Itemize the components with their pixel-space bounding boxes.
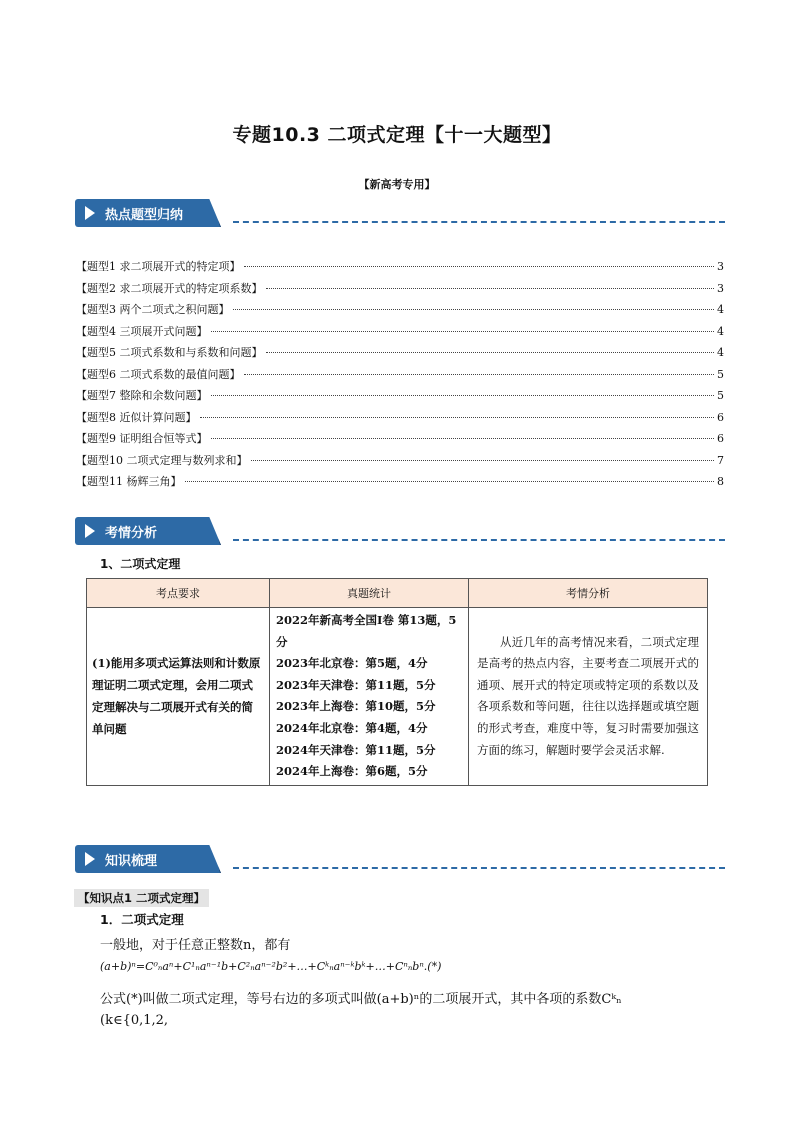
toc-leader	[266, 352, 715, 353]
toc-leader	[211, 438, 715, 439]
toc-item[interactable]	[76, 323, 724, 345]
toc-leader	[211, 331, 715, 332]
toc-page: 8	[717, 475, 724, 488]
toc-item[interactable]	[76, 258, 724, 280]
toc-page: 4	[717, 324, 724, 338]
toc-leader	[211, 395, 715, 396]
table-header-row	[87, 579, 708, 608]
banner-knowledge	[75, 845, 725, 877]
toc-page: 7	[717, 453, 724, 467]
analysis-cell: 从近几年的高考情况来看，二项式定理是高考的热点内容，主要考查二项展开式的通项、展开式的特定项或特定项的系数以及各项系数和等问题，往往以选择题或填空题的形式考查，难度中等，复习时需要加强这方面的练习，解题时要学会灵活求解.	[469, 608, 708, 786]
table-row	[87, 608, 708, 786]
toc-item[interactable]	[76, 344, 724, 366]
toc-label: 【题型3 两个二项式之积问题】	[76, 303, 230, 316]
knowledge-point-tag: 【知识点1 二项式定理】	[74, 889, 209, 907]
toc-page: 5	[717, 389, 724, 402]
toc-item[interactable]	[76, 366, 724, 388]
statistics-cell	[270, 608, 469, 786]
toc-page: 4	[717, 303, 724, 316]
toc-page: 3	[717, 260, 724, 273]
toc-label: 【题型1 求二项展开式的特定项】	[76, 260, 241, 273]
header-statistics: 真题统计	[270, 579, 469, 608]
toc-label: 【题型5 二项式系数和与系数和问题】	[76, 346, 263, 359]
document-title: 专题10.3 二项式定理【十一大题型】	[232, 124, 562, 146]
toc-item[interactable]	[76, 280, 724, 302]
banner-dashed-line	[233, 539, 725, 541]
toc-label: 【题型4 三项展开式问题】	[76, 324, 208, 338]
toc-item[interactable]	[76, 452, 724, 474]
banner-label: 考情分析	[105, 526, 158, 541]
header-analysis: 考情分析	[469, 579, 708, 608]
toc-page: 6	[717, 410, 724, 424]
toc-item[interactable]	[76, 409, 724, 431]
toc-leader	[251, 460, 715, 461]
toc-label: 【题型10 二项式定理与数列求和】	[76, 453, 248, 467]
section-heading: 1、二项式定理	[100, 557, 181, 571]
knowledge-text: 一般地，对于任意正整数n，都有	[100, 938, 291, 953]
stat-item: 2024年上海卷：第6题，5分	[276, 764, 428, 779]
knowledge-subheading: 1．二项式定理	[100, 912, 184, 927]
stat-item: 2022年新高考全国I卷 第13题，5分	[276, 613, 457, 649]
toc-leader	[185, 481, 715, 482]
banner-exam-analysis	[75, 517, 725, 549]
toc-page: 3	[717, 281, 724, 295]
table-of-contents	[76, 258, 724, 495]
knowledge-text: (k∈{0,1,2,	[100, 1013, 169, 1028]
toc-leader	[200, 417, 715, 418]
stat-item: 2023年天津卷：第11题，5分	[276, 677, 436, 692]
header-requirement: 考点要求	[87, 579, 270, 608]
binomial-formula: (a+b)ⁿ=C⁰ₙaⁿ+C¹ₙaⁿ⁻¹b+C²ₙaⁿ⁻²b²+…+Cᵏₙaⁿ⁻ᵏbᵏ+…+Cⁿₙbⁿ.(*)	[100, 960, 442, 973]
toc-item[interactable]	[76, 430, 724, 452]
document-subtitle: 【新高考专用】	[358, 178, 436, 191]
toc-leader	[233, 309, 715, 310]
toc-leader	[244, 374, 715, 375]
toc-page: 4	[717, 346, 724, 359]
toc-label: 【题型9 证明组合恒等式】	[76, 432, 208, 445]
play-arrow-icon	[85, 852, 95, 866]
exam-analysis-table	[86, 578, 708, 786]
toc-leader	[266, 288, 715, 289]
requirement-cell: (1)能用多项式运算法则和计数原理证明二项式定理，会用二项式定理解决与二项展开式有关的简单问题	[87, 608, 270, 786]
banner-label: 知识梳理	[105, 854, 158, 869]
toc-page: 6	[717, 432, 724, 445]
toc-item[interactable]	[76, 301, 724, 323]
toc-label: 【题型11 杨辉三角】	[76, 475, 182, 488]
stat-item: 2023年北京卷：第5题，4分	[276, 656, 428, 671]
stat-item: 2024年北京卷：第4题，4分	[276, 720, 428, 735]
banner-label: 热点题型归纳	[105, 208, 184, 223]
toc-page: 5	[717, 367, 724, 381]
knowledge-text: 公式(*)叫做二项式定理，等号右边的多项式叫做(a+b)ⁿ的二项展开式，其中各项的系数Cᵏₙ	[100, 992, 622, 1007]
toc-label: 【题型7 整除和余数问题】	[76, 389, 208, 402]
toc-leader	[244, 266, 715, 267]
stat-item: 2024年天津卷：第11题，5分	[276, 742, 436, 757]
play-arrow-icon	[85, 524, 95, 538]
stat-item: 2023年上海卷：第10题，5分	[276, 699, 436, 714]
banner-dashed-line	[233, 221, 725, 223]
toc-label: 【题型6 二项式系数的最值问题】	[76, 367, 241, 381]
toc-label: 【题型8 近似计算问题】	[76, 410, 197, 424]
banner-dashed-line	[233, 867, 725, 869]
toc-label: 【题型2 求二项展开式的特定项系数】	[76, 281, 263, 295]
play-arrow-icon	[85, 206, 95, 220]
banner-hot-topics	[75, 199, 725, 231]
toc-item[interactable]	[76, 387, 724, 409]
toc-item[interactable]	[76, 473, 724, 495]
